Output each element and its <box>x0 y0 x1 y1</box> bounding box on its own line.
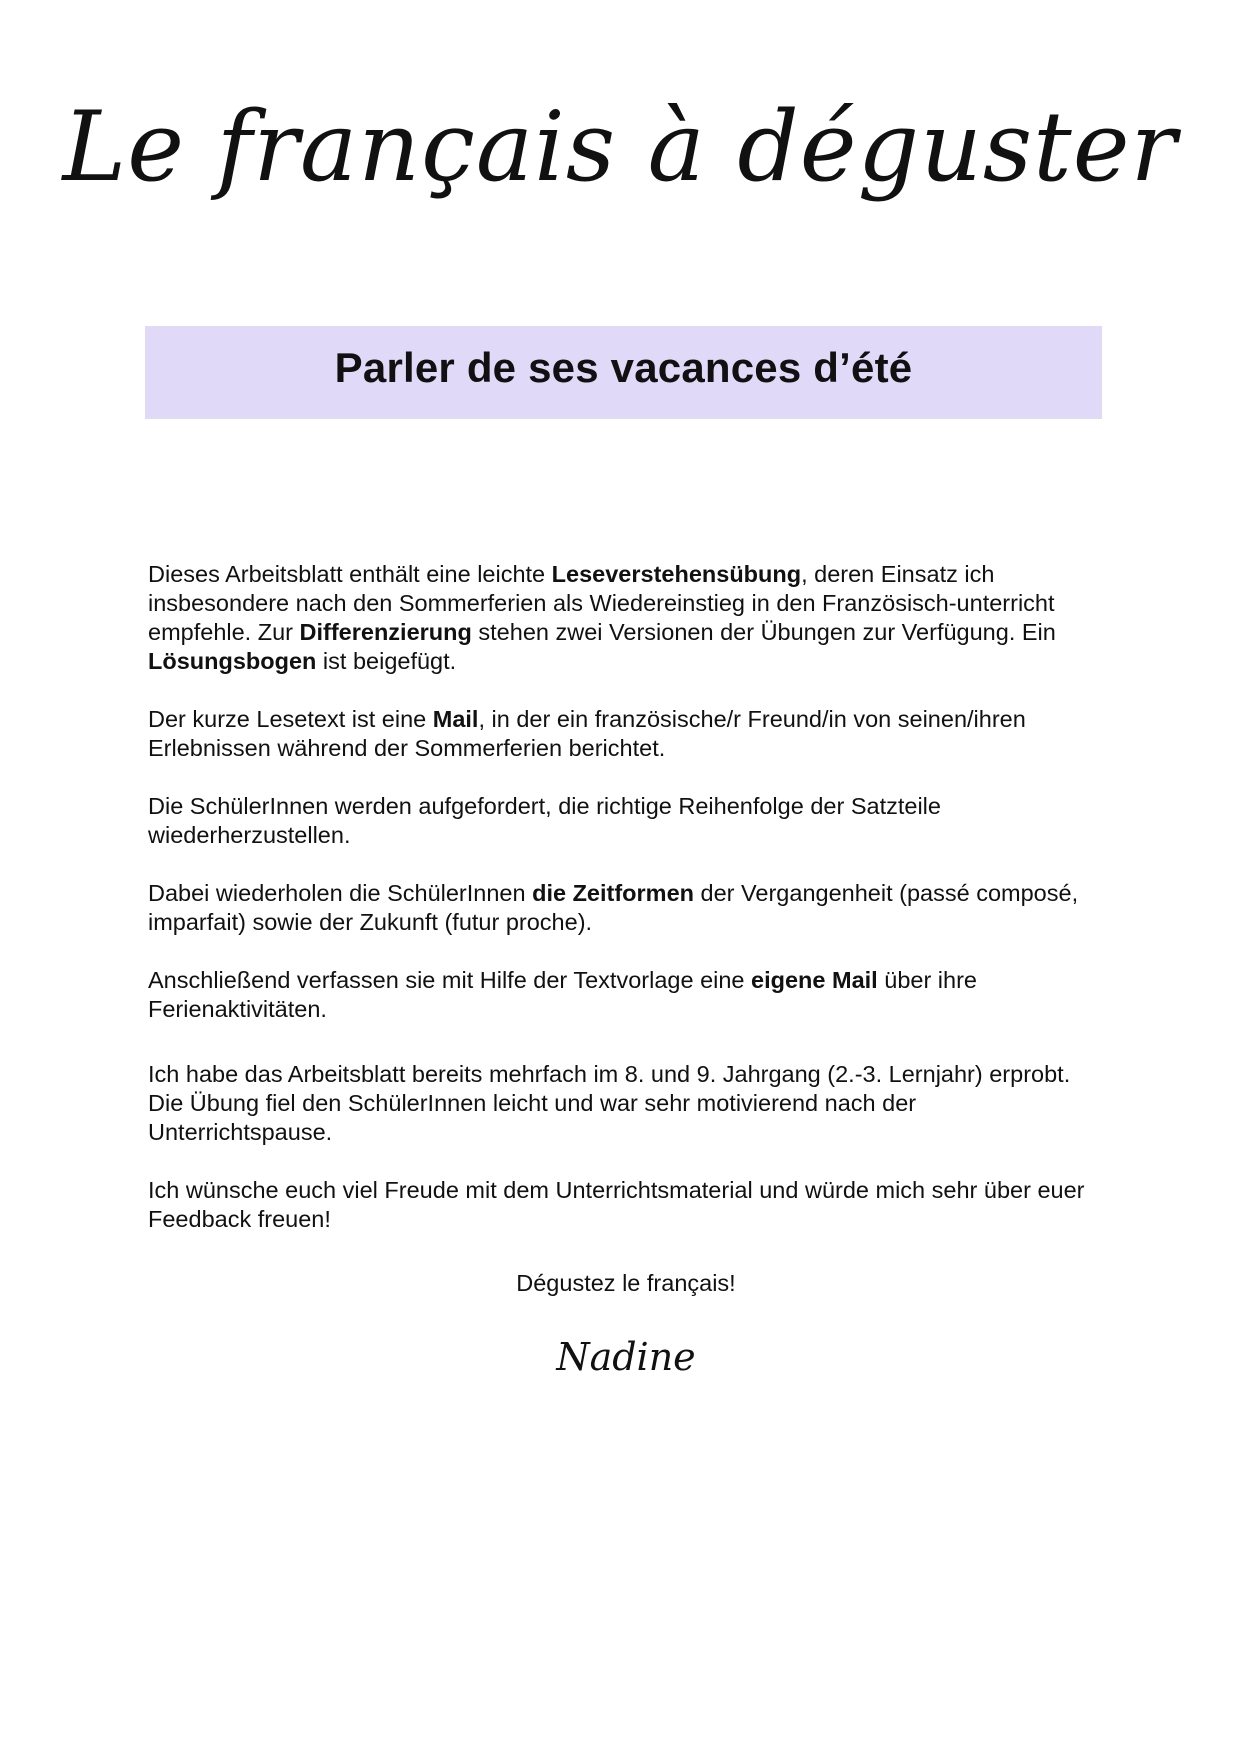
text-run: ist beigefügt. <box>316 648 457 674</box>
text-run: Anschließend verfassen sie mit Hilfe der Textvorlage eine <box>148 967 752 993</box>
text-run: Ich wünsche euch viel Freude mit dem Unterrichtsmaterial und würde mich sehr über euer Feedback freuen! <box>148 1177 1085 1232</box>
text-run: , deren Einsatz ich insbesondere nach den Sommerferien als Wiedereinstieg in den Französisch-unterricht empfehle. Zur <box>148 561 1055 645</box>
paragraph-6 <box>148 1060 1103 1147</box>
bold-run: die Zeitformen <box>532 880 695 906</box>
intro-text <box>148 560 1103 1234</box>
text-run: Dabei wiederholen die SchülerInnen <box>148 880 533 906</box>
title-banner <box>145 326 1102 419</box>
text-run: über ihre Ferienaktivitäten. <box>148 967 977 1022</box>
text-run: Dieses Arbeitsblatt enthält eine leichte <box>148 561 552 587</box>
text-run: der Vergangenheit (passé composé, imparfait) sowie der Zukunft (futur proche). <box>148 880 1079 935</box>
bold-run: Mail <box>432 706 479 732</box>
paragraph-5 <box>148 966 1103 1024</box>
banner-title: Parler de ses vacances d’été <box>334 344 913 391</box>
paragraph-2 <box>148 705 1103 763</box>
bold-run: Differenzierung <box>299 619 472 645</box>
text-run: Ich habe das Arbeitsblatt bereits mehrfach im 8. und 9. Jahrgang (2.-3. Lernjahr) erprobt. Die Übung fiel den SchülerInnen leicht und war sehr motivierend nach der Unterrichtspause. <box>148 1061 1071 1145</box>
text-run: Die SchülerInnen werden aufgefordert, die richtige Reihenfolge der Satzteile wiederherzustellen. <box>148 793 941 848</box>
text-run: , in der ein französische/r Freund/in von seinen/ihren Erlebnissen während der Sommerferien berichtet. <box>148 706 1026 761</box>
signature: Nadine <box>556 1335 696 1379</box>
closing-line: Dégustez le français! <box>516 1270 736 1296</box>
paragraph-3 <box>148 792 1103 850</box>
bold-run: Leseverstehensübung <box>551 561 802 587</box>
paragraph-7 <box>148 1176 1103 1234</box>
text-run: stehen zwei Versionen der Übungen zur Verfügung. Ein <box>471 619 1056 645</box>
bold-run: eigene Mail <box>751 967 878 993</box>
paragraph-1 <box>148 560 1103 676</box>
bold-run: Lösungsbogen <box>148 648 317 674</box>
text-run: Der kurze Lesetext ist eine <box>148 706 433 732</box>
paragraph-4 <box>148 879 1103 937</box>
page-title-script: Le français à déguster <box>62 91 1178 203</box>
